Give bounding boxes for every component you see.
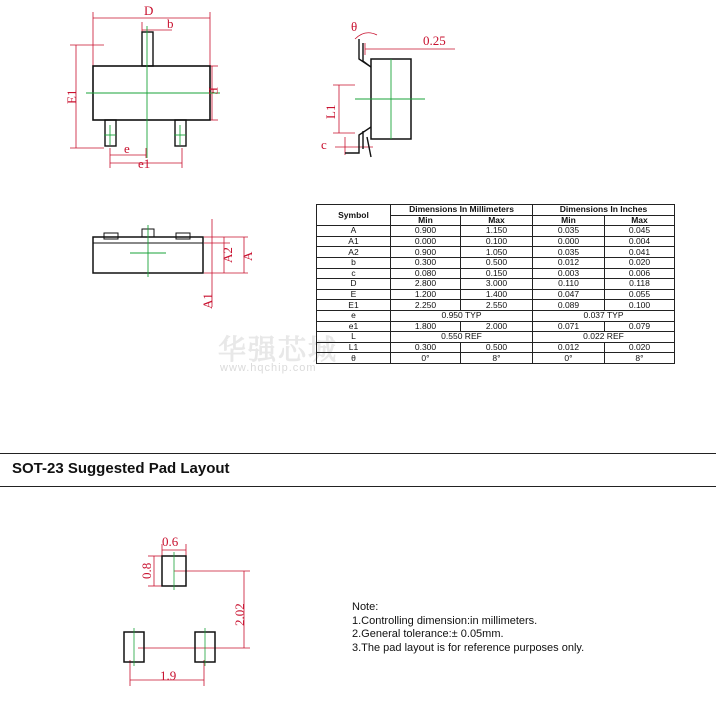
table-row	[317, 353, 675, 364]
table-cell: A1	[317, 236, 391, 247]
table-cell: 2.000	[461, 321, 533, 332]
section-rule-bottom	[0, 486, 716, 487]
table-cell: 0.089	[533, 300, 605, 311]
table-cell: E1	[317, 300, 391, 311]
table-cell: 0.900	[391, 226, 461, 237]
top-view-drawing	[60, 0, 230, 170]
label-A1: A1	[200, 293, 215, 309]
table-row	[317, 332, 675, 343]
table-cell: θ	[317, 353, 391, 364]
table-cell: 0°	[391, 353, 461, 364]
table-cell: 0.118	[605, 279, 675, 290]
pad-label-pitch-v: 2.02	[232, 603, 247, 626]
table-cell: 3.000	[461, 279, 533, 290]
table-cell: 0.012	[533, 342, 605, 353]
table-cell: 0.037 TYP	[533, 310, 675, 321]
note-item: 2.General tolerance:± 0.05mm.	[352, 628, 504, 640]
pad-label-width: 0.6	[162, 534, 179, 549]
note-item: 1.Controlling dimension:in millimeters.	[352, 614, 538, 627]
label-D: D	[144, 3, 154, 18]
table-cell: 2.550	[461, 300, 533, 311]
label-gauge: 0.25	[423, 33, 446, 48]
pad-label-pitch-h: 1.9	[160, 668, 177, 683]
in-min-header: Min	[533, 215, 605, 226]
table-cell: 2.250	[391, 300, 461, 311]
table-row	[317, 321, 675, 332]
label-E1: E1	[64, 89, 79, 104]
table-cell: 1.050	[461, 247, 533, 258]
in-header: Dimensions In Inches	[533, 205, 675, 216]
table-cell: L	[317, 332, 391, 343]
table-cell: 0.500	[461, 342, 533, 353]
table-row	[317, 279, 675, 290]
mm-header: Dimensions In Millimeters	[391, 205, 533, 216]
table-row	[317, 310, 675, 321]
table-cell: e1	[317, 321, 391, 332]
table-row	[317, 300, 675, 311]
table-cell: 0.950 TYP	[391, 310, 533, 321]
table-cell: 0.035	[533, 247, 605, 258]
table-cell: L1	[317, 342, 391, 353]
table-cell: 0.004	[605, 236, 675, 247]
table-cell: c	[317, 268, 391, 279]
label-e1: e1	[138, 156, 151, 170]
table-cell: 0.071	[533, 321, 605, 332]
table-row	[317, 342, 675, 353]
side-view-drawing	[315, 15, 475, 160]
table-cell: 0.300	[391, 257, 461, 268]
table-cell: 0.047	[533, 289, 605, 300]
watermark-url: www.hqchip.com	[220, 362, 317, 374]
table-cell: 0.300	[391, 342, 461, 353]
label-b: b	[167, 16, 174, 31]
table-cell: 8°	[605, 353, 675, 364]
dimensions-table	[316, 204, 675, 364]
table-cell: A2	[317, 247, 391, 258]
table-row	[317, 226, 675, 237]
table-cell: 0.100	[605, 300, 675, 311]
label-c: c	[321, 137, 327, 152]
label-L1: L1	[323, 104, 338, 119]
table-cell: 1.150	[461, 226, 533, 237]
label-A: A	[240, 251, 255, 261]
pad-label-height: 0.8	[139, 562, 154, 579]
notes-heading: Note:	[352, 601, 379, 613]
table-cell: 0.041	[605, 247, 675, 258]
table-cell: 0.080	[391, 268, 461, 279]
table-cell: b	[317, 257, 391, 268]
table-cell: e	[317, 310, 391, 321]
table-row	[317, 289, 675, 300]
table-cell: 0.022 REF	[533, 332, 675, 343]
table-cell: 0.000	[533, 236, 605, 247]
table-cell: 1.800	[391, 321, 461, 332]
note-item: 3.The pad layout is for reference purposes only.	[352, 641, 585, 654]
label-e: e	[124, 141, 130, 156]
table-cell: 0.900	[391, 247, 461, 258]
table-cell: D	[317, 279, 391, 290]
table-cell: 0.500	[461, 257, 533, 268]
label-theta: θ	[351, 19, 358, 34]
table-cell: 0.006	[605, 268, 675, 279]
table-cell: 0.020	[605, 257, 675, 268]
table-cell: A	[317, 226, 391, 237]
section-rule-top	[0, 453, 716, 454]
mm-min-header: Min	[391, 215, 461, 226]
table-row	[317, 236, 675, 247]
table-cell: 2.800	[391, 279, 461, 290]
table-cell: 0.100	[461, 236, 533, 247]
in-max-header: Max	[605, 215, 675, 226]
section-title: SOT-23 Suggested Pad Layout	[12, 460, 230, 477]
table-cell: 0.020	[605, 342, 675, 353]
table-cell: 0.150	[461, 268, 533, 279]
notes	[352, 601, 584, 655]
table-cell: 1.400	[461, 289, 533, 300]
table-cell: 0.045	[605, 226, 675, 237]
table-cell: 0.035	[533, 226, 605, 237]
label-E: E	[206, 87, 221, 95]
pad-layout-drawing	[110, 530, 270, 690]
front-view-drawing	[90, 215, 260, 315]
watermark-brand: 华强芯城	[218, 334, 339, 365]
table-cell: 0.079	[605, 321, 675, 332]
mm-max-header: Max	[461, 215, 533, 226]
table-row	[317, 268, 675, 279]
symbol-header: Symbol	[317, 205, 391, 226]
dimensions-table-body	[317, 226, 675, 364]
table-cell: 1.200	[391, 289, 461, 300]
table-cell: 0.055	[605, 289, 675, 300]
table-cell: 0°	[533, 353, 605, 364]
table-cell: 0.012	[533, 257, 605, 268]
table-row	[317, 257, 675, 268]
table-cell: 0.550 REF	[391, 332, 533, 343]
table-cell: 0.110	[533, 279, 605, 290]
label-A2: A2	[220, 247, 235, 263]
table-cell: 0.003	[533, 268, 605, 279]
table-row	[317, 247, 675, 258]
table-cell: E	[317, 289, 391, 300]
table-cell: 0.000	[391, 236, 461, 247]
table-cell: 8°	[461, 353, 533, 364]
